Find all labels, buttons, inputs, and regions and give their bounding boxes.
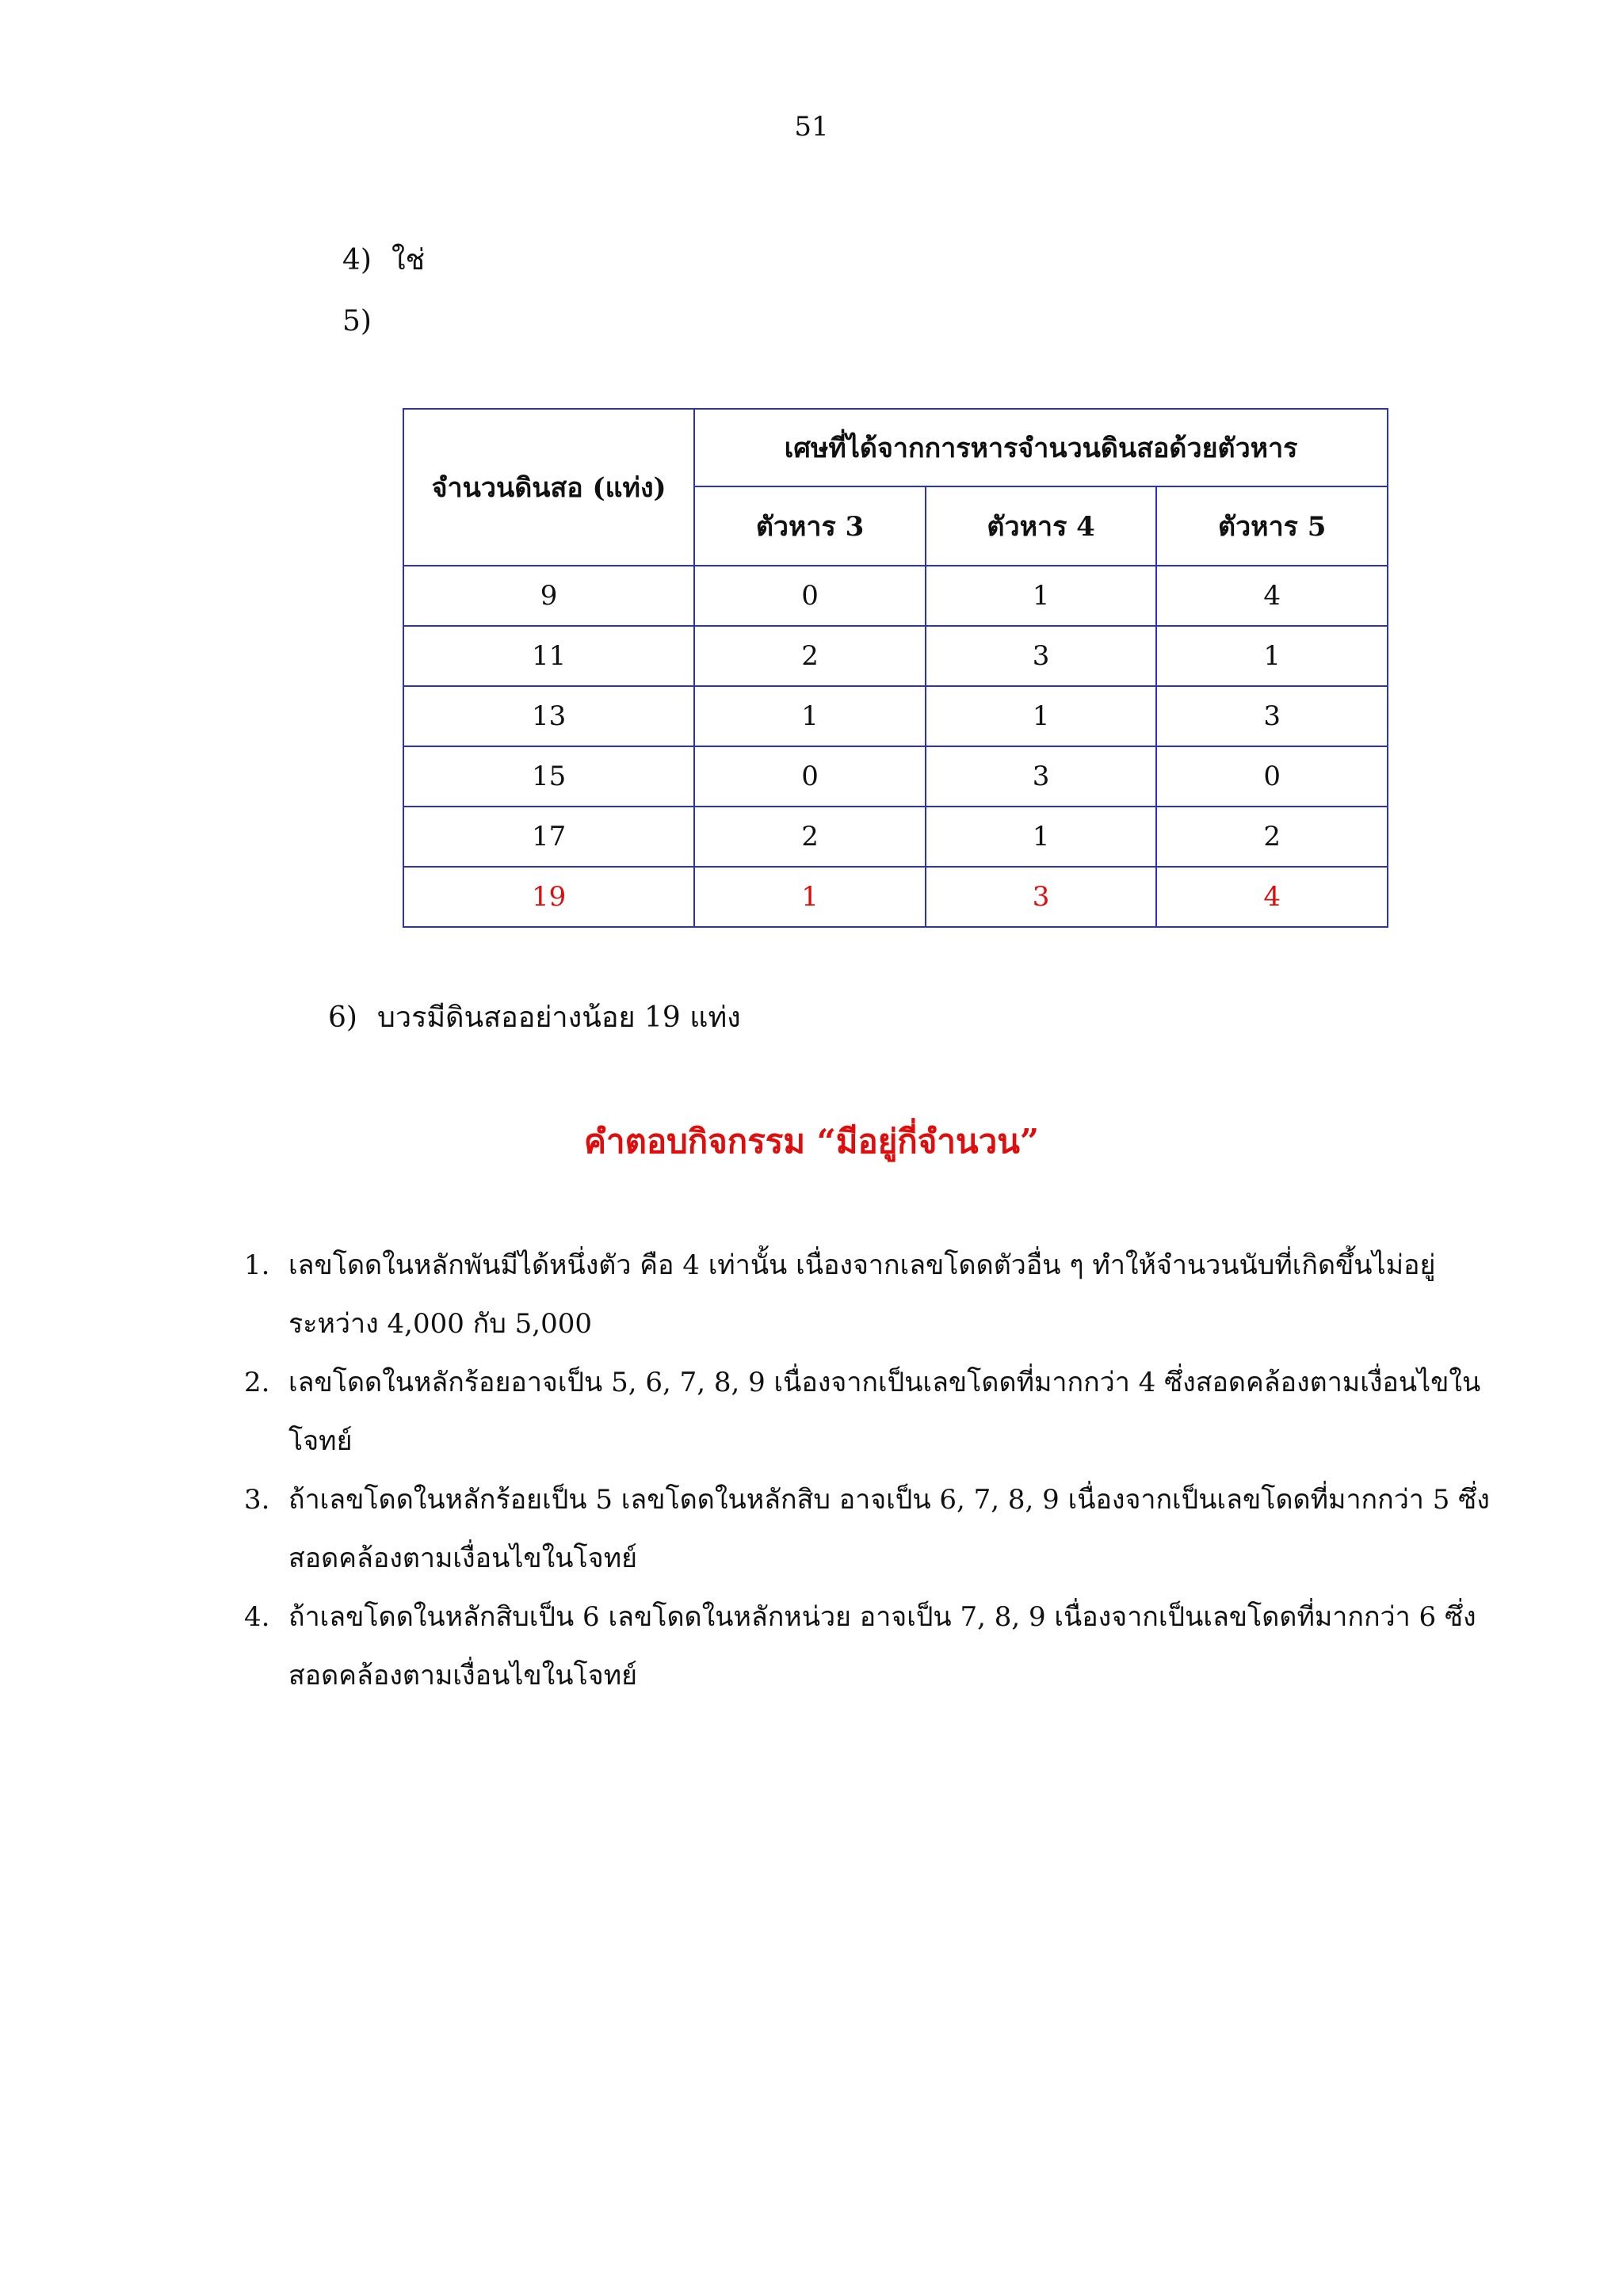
answer-item-6 (328, 1000, 741, 1036)
table-cell: 9 (403, 566, 694, 626)
table-cell: 1 (1156, 626, 1388, 686)
item-number: 6) (328, 1001, 357, 1034)
table-cell: 1 (926, 686, 1157, 746)
table-row (403, 626, 1388, 686)
list-item (244, 1353, 1496, 1470)
table-cell: 15 (403, 746, 694, 807)
table-cell: 17 (403, 807, 694, 867)
list-item (244, 1588, 1496, 1705)
divisor-header: ตัวหาร 3 (694, 486, 926, 566)
table-cell: 19 (403, 867, 694, 927)
table-cell: 0 (1156, 746, 1388, 807)
table-cell: 4 (1156, 867, 1388, 927)
table-cell: 3 (926, 867, 1157, 927)
table-cell: 3 (926, 746, 1157, 807)
table-cell: 4 (1156, 566, 1388, 626)
table-cell: 3 (1156, 686, 1388, 746)
table-cell: 2 (694, 807, 926, 867)
answers-list (244, 1236, 1496, 1705)
divisor-header: ตัวหาร 5 (1156, 486, 1388, 566)
table-cell: 0 (694, 746, 926, 807)
item-text: ใช่ (391, 244, 426, 277)
table-cell: 1 (926, 807, 1157, 867)
answer-item-5 (342, 303, 391, 340)
list-item-text: เลขโดดในหลักพันมีได้หนึ่งตัว คือ 4 เท่านั้น เนื่องจากเลขโดดตัวอื่น ๆ ทำให้จำนวนนับที่เกิดขึ้นไม่อยู่ระหว่าง 4,000 กับ 5,000 (288, 1249, 1436, 1340)
list-item-number: 1. (244, 1249, 270, 1281)
list-item-number: 3. (244, 1484, 270, 1516)
table-row-highlighted (403, 867, 1388, 927)
answer-item-4 (342, 242, 425, 279)
list-item-text: เลขโดดในหลักร้อยอาจเป็น 5, 6, 7, 8, 9 เนื่องจากเป็นเลขโดดที่มากกว่า 4 ซึ่งสอดคล้องตามเงื่อนไขในโจทย์ (288, 1367, 1481, 1457)
table-cell: 2 (694, 626, 926, 686)
list-item-number: 4. (244, 1601, 270, 1633)
remainder-table (403, 408, 1388, 928)
table-cell: 13 (403, 686, 694, 746)
remainder-group-header: เศษที่ได้จากการหารจำนวนดินสอด้วยตัวหาร (694, 409, 1388, 486)
table-cell: 1 (694, 686, 926, 746)
table-cell: 11 (403, 626, 694, 686)
divisor-header: ตัวหาร 4 (926, 486, 1157, 566)
item-text: บวรมีดินสออย่างน้อย 19 แท่ง (377, 1001, 741, 1034)
pencil-count-header: จำนวนดินสอ (แท่ง) (403, 409, 694, 566)
page-number: 51 (794, 111, 829, 143)
table-row (403, 566, 1388, 626)
table-row (403, 746, 1388, 807)
list-item (244, 1236, 1496, 1353)
section-title: คำตอบกิจกรรม “มีอยู่กี่จำนวน” (583, 1122, 1040, 1161)
list-item-text: ถ้าเลขโดดในหลักร้อยเป็น 5 เลขโดดในหลักสิบ อาจเป็น 6, 7, 8, 9 เนื่องจากเป็นเลขโดดที่มากกว่า 5 ซึ่งสอดคล้องตามเงื่อนไขในโจทย์ (288, 1484, 1490, 1574)
table-cell: 1 (926, 566, 1157, 626)
list-item (244, 1470, 1496, 1588)
item-number: 5) (342, 305, 372, 338)
list-item-text: ถ้าเลขโดดในหลักสิบเป็น 6 เลขโดดในหลักหน่วย อาจเป็น 7, 8, 9 เนื่องจากเป็นเลขโดดที่มากกว่า 6 ซึ่งสอดคล้องตามเงื่อนไขในโจทย์ (288, 1601, 1476, 1691)
table-cell: 3 (926, 626, 1157, 686)
table-cell: 2 (1156, 807, 1388, 867)
list-item-number: 2. (244, 1367, 270, 1398)
table-cell: 1 (694, 867, 926, 927)
item-number: 4) (342, 244, 372, 277)
table-row (403, 807, 1388, 867)
table-row (403, 686, 1388, 746)
table-cell: 0 (694, 566, 926, 626)
